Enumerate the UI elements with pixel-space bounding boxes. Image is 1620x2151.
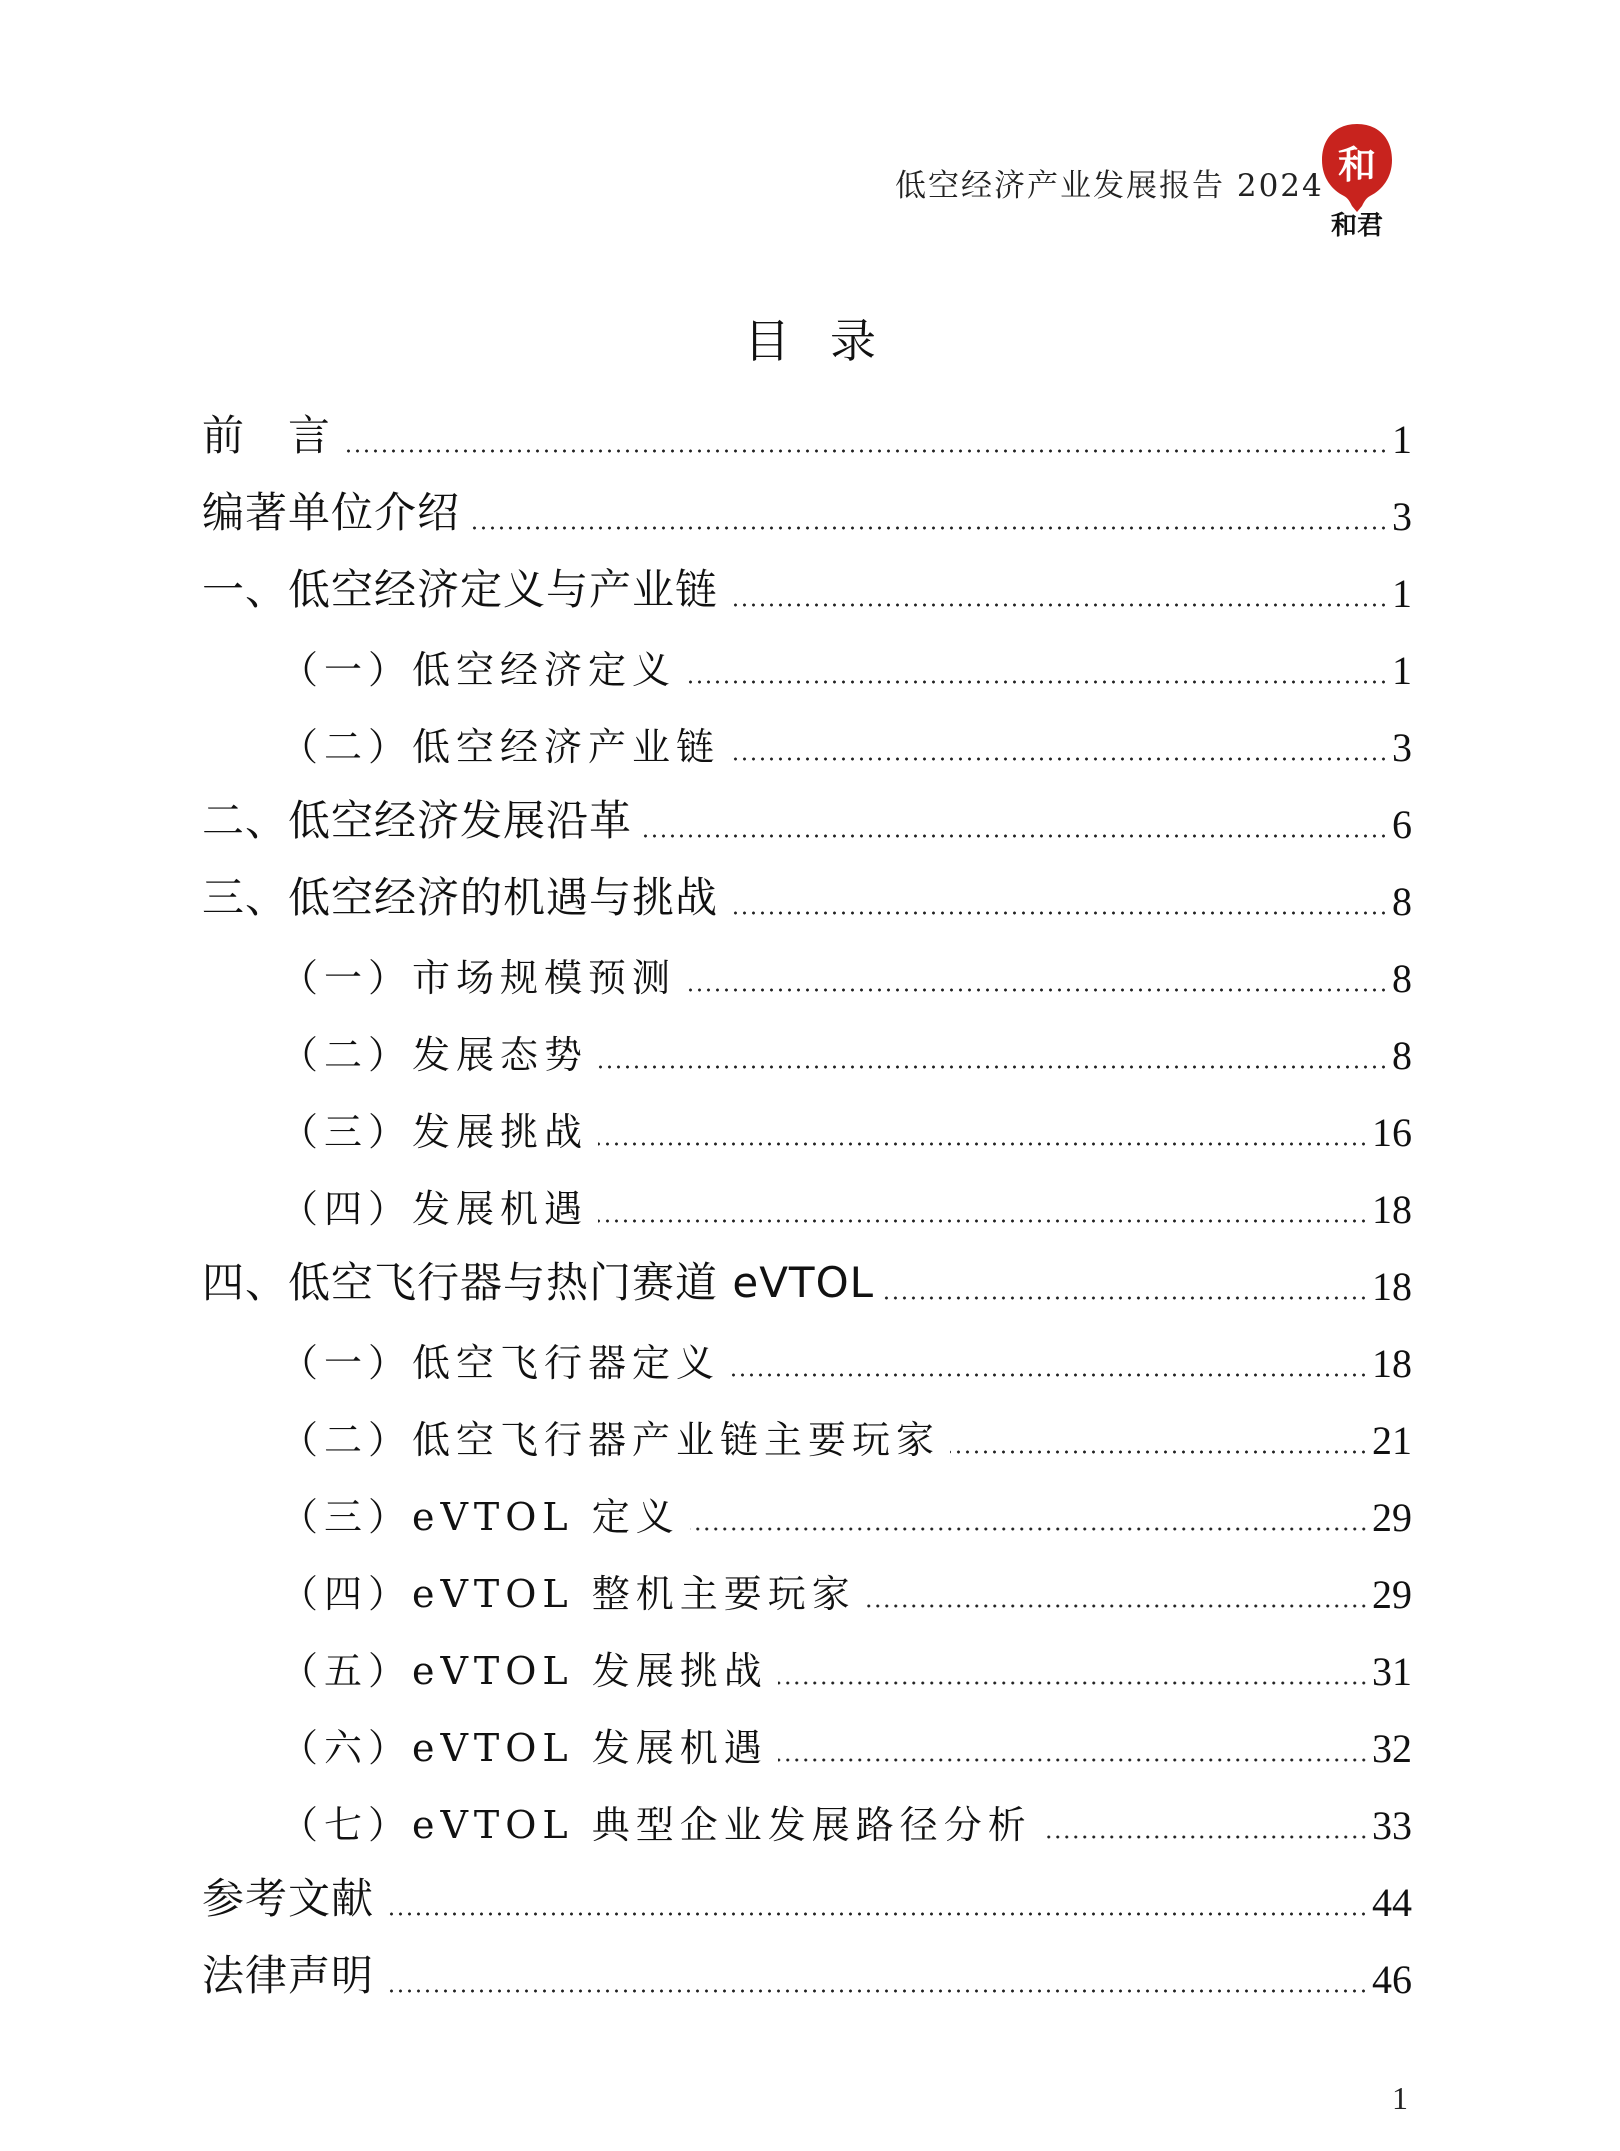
toc-dot-leader	[728, 603, 1388, 607]
toc-dot-leader	[470, 526, 1388, 530]
toc-dot-leader	[884, 1296, 1368, 1300]
toc-entry[interactable]	[202, 1312, 1412, 1389]
toc-entry-label: （四）发展机遇	[280, 1187, 589, 1231]
toc-entry-page: 16	[1372, 1110, 1412, 1155]
toc-entry[interactable]	[202, 619, 1412, 696]
toc-entry-label: 参考文献	[202, 1874, 375, 1923]
toc-dot-leader	[730, 1373, 1368, 1377]
toc-entry-label: （三）eVTOL 定义	[280, 1495, 680, 1539]
toc-entry-label: 一、低空经济定义与产业链	[202, 565, 719, 614]
toc-entry[interactable]	[202, 542, 1412, 619]
logo-text: 和君	[1330, 211, 1384, 240]
toc-entry[interactable]	[202, 388, 1412, 465]
toc-entry-label: （二）低空经济产业链	[280, 725, 721, 769]
toc-dot-leader	[778, 1758, 1368, 1762]
toc-entry-label: （四）eVTOL 整机主要玩家	[280, 1572, 856, 1616]
toc-entry-label: （五）eVTOL 发展挑战	[280, 1649, 768, 1693]
toc-entry-page: 1	[1392, 571, 1412, 616]
toc-entry-page: 18	[1372, 1264, 1412, 1309]
toc-dot-leader	[384, 1912, 1368, 1916]
toc-entry[interactable]	[202, 1620, 1412, 1697]
toc-entry-page: 31	[1372, 1649, 1412, 1694]
toc-entry[interactable]	[202, 773, 1412, 850]
toc-entry-page: 33	[1372, 1803, 1412, 1848]
toc-entry-label: 三、低空经济的机遇与挑战	[202, 873, 719, 922]
toc-dot-leader	[690, 1527, 1368, 1531]
toc-entry-label: 编著单位介绍	[202, 488, 461, 537]
toc-entry-page: 18	[1372, 1341, 1412, 1386]
toc-entry-page: 1	[1392, 417, 1412, 462]
toc-dot-leader	[598, 1142, 1368, 1146]
toc-entry-label: （一）市场规模预测	[280, 956, 677, 1000]
logo-seal-char: 和	[1337, 142, 1377, 187]
toc-dot-leader	[642, 834, 1388, 838]
toc-entry-page: 18	[1372, 1187, 1412, 1232]
toc-entry-page: 8	[1392, 956, 1412, 1001]
toc-entry[interactable]	[202, 1004, 1412, 1081]
toc-dot-leader	[730, 757, 1388, 761]
toc-dot-leader	[866, 1604, 1368, 1608]
toc-entry-label: （三）发展挑战	[280, 1110, 589, 1154]
toc-entry-page: 29	[1372, 1495, 1412, 1540]
toc-dot-leader	[598, 1219, 1368, 1223]
toc-dot-leader	[950, 1450, 1368, 1454]
toc-entry-label: 法律声明	[202, 1951, 375, 2000]
toc-entry-label: 前 言	[202, 411, 332, 460]
toc-entry-page: 1	[1392, 648, 1412, 693]
toc-dot-leader	[384, 1989, 1368, 1993]
toc-entry-page: 29	[1372, 1572, 1412, 1617]
toc-dot-leader	[1042, 1835, 1368, 1839]
hejun-logo	[1312, 120, 1402, 240]
toc-entry[interactable]	[202, 927, 1412, 1004]
toc-entry-page: 3	[1392, 725, 1412, 770]
toc-entry-label: 二、低空经济发展沿革	[202, 796, 633, 845]
toc-dot-leader	[778, 1681, 1368, 1685]
toc-entry[interactable]	[202, 850, 1412, 927]
toc-entry-page: 3	[1392, 494, 1412, 539]
toc-entry-page: 32	[1372, 1726, 1412, 1771]
toc-dot-leader	[341, 449, 1388, 453]
toc-entry-page: 46	[1372, 1957, 1412, 2002]
toc-entry[interactable]	[202, 465, 1412, 542]
toc-entry[interactable]	[202, 1697, 1412, 1774]
report-header-title: 低空经济产业发展报告 2024	[895, 168, 1324, 204]
toc-entry[interactable]	[202, 1081, 1412, 1158]
toc-dot-leader	[728, 911, 1388, 915]
toc-entry-label: （一）低空经济定义	[280, 648, 677, 692]
toc-entry[interactable]	[202, 1851, 1412, 1928]
toc-entry-label: （一）低空飞行器定义	[280, 1341, 721, 1385]
toc-entry-page: 6	[1392, 802, 1412, 847]
toc-entry[interactable]	[202, 1928, 1412, 2005]
table-of-contents	[202, 388, 1412, 2005]
page-number: 1	[1392, 2080, 1408, 2116]
toc-entry-label: 四、低空飞行器与热门赛道 eVTOL	[202, 1258, 875, 1307]
toc-entry[interactable]	[202, 696, 1412, 773]
toc-entry-label: （二）低空飞行器产业链主要玩家	[280, 1418, 941, 1462]
toc-entry[interactable]	[202, 1235, 1412, 1312]
toc-entry-label: （七）eVTOL 典型企业发展路径分析	[280, 1803, 1032, 1847]
toc-entry-page: 21	[1372, 1418, 1412, 1463]
toc-entry-page: 8	[1392, 1033, 1412, 1078]
toc-dot-leader	[686, 680, 1388, 684]
toc-entry-label: （六）eVTOL 发展机遇	[280, 1726, 768, 1770]
toc-entry-label: （二）发展态势	[280, 1033, 589, 1077]
toc-dot-leader	[686, 988, 1388, 992]
toc-entry[interactable]	[202, 1389, 1412, 1466]
toc-entry-page: 8	[1392, 879, 1412, 924]
toc-entry[interactable]	[202, 1774, 1412, 1851]
toc-dot-leader	[598, 1065, 1388, 1069]
toc-entry-page: 44	[1372, 1880, 1412, 1925]
toc-title: 目录	[744, 314, 916, 368]
toc-entry[interactable]	[202, 1158, 1412, 1235]
toc-entry[interactable]	[202, 1466, 1412, 1543]
toc-entry[interactable]	[202, 1543, 1412, 1620]
